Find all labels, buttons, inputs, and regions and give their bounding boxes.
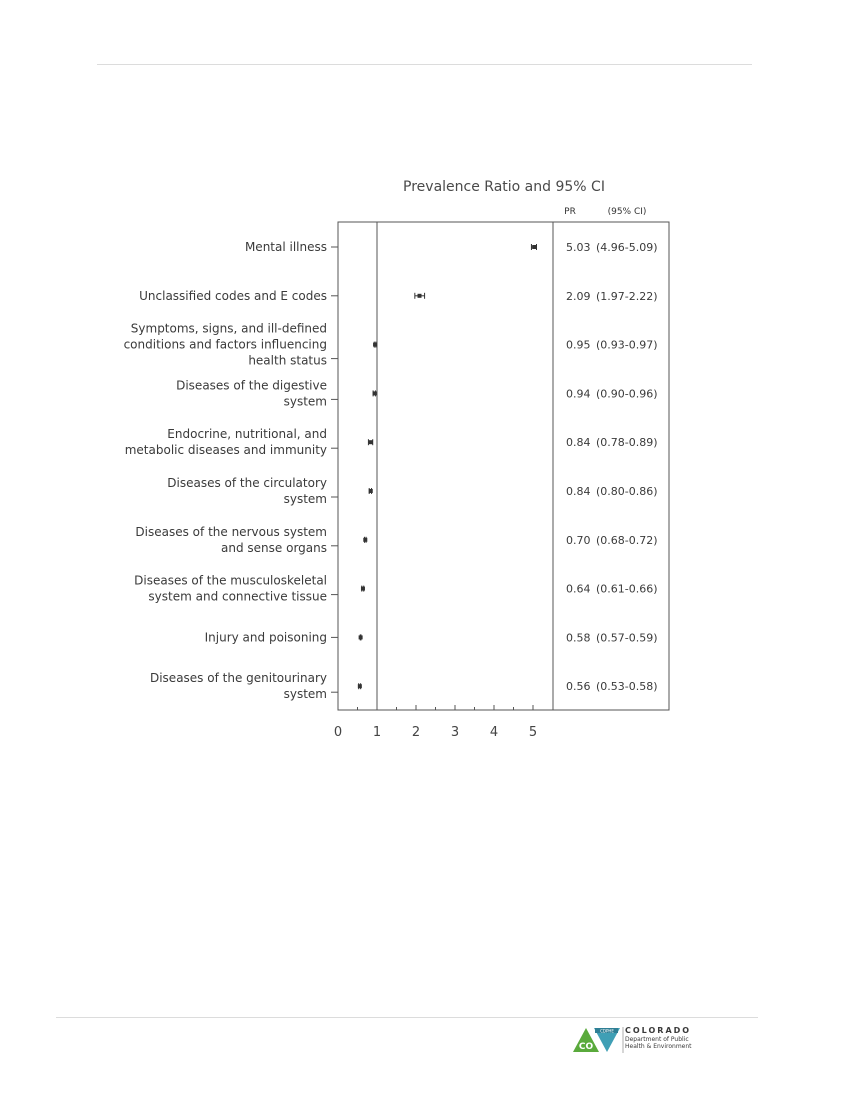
pr-point [369, 489, 373, 493]
ci-value: (0.53-0.58) [596, 680, 658, 694]
x-tick-label: 4 [489, 725, 499, 740]
ci-value: (0.93-0.97) [596, 338, 658, 352]
pr-value: 0.58 [566, 631, 591, 645]
category-label: Diseases of the nervous system and sense organs [135, 524, 327, 555]
category-label: Diseases of the digestive system [176, 378, 327, 409]
pr-value: 0.84 [566, 436, 591, 450]
category-label: Unclassified codes and E codes [139, 288, 327, 303]
ci-value: (0.90-0.96) [596, 387, 658, 401]
pr-value: 0.70 [566, 533, 591, 547]
ci-value: (0.61-0.66) [596, 582, 658, 596]
pr-point [358, 684, 362, 688]
logo-badge-text: CO [578, 1042, 594, 1052]
footer-divider [56, 1017, 758, 1018]
logo-tag-text: CDPHE [600, 1028, 614, 1034]
pr-value: 0.64 [566, 582, 591, 596]
x-tick-label: 0 [333, 725, 343, 740]
category-label: Endocrine, nutritional, and metabolic diseases and immunity [124, 427, 327, 458]
pr-value: 0.56 [566, 680, 591, 694]
logo-dept-line-2: Health & Environment [625, 1043, 692, 1050]
pr-point [532, 245, 536, 249]
category-label: Diseases of the circulatory system [167, 476, 327, 506]
ci-column-header: (95% CI) [607, 207, 647, 217]
logo-dept-line-1: Department of Public [625, 1036, 689, 1043]
pr-value: 0.95 [566, 338, 591, 352]
category-label: Injury and poisoning [204, 630, 327, 645]
category-label: Mental illness [244, 240, 327, 254]
pr-point [373, 343, 377, 347]
pr-value: 0.94 [566, 387, 591, 401]
ci-value: (0.80-0.86) [596, 485, 658, 498]
plot-layer [124, 222, 658, 740]
category-label: Symptoms, signs, and ill-defined conditions and factors influencing health status [123, 321, 327, 368]
pr-point [418, 294, 422, 298]
category-label: Diseases of the musculoskeletal system and connective tissue [134, 573, 327, 604]
logo-wordmark [625, 1026, 692, 1050]
x-tick-label: 1 [372, 725, 382, 740]
pr-point [359, 635, 363, 639]
pr-point [369, 440, 373, 444]
logo-state-name: COLORADO [625, 1026, 692, 1035]
pr-value: 5.03 [566, 241, 591, 254]
ci-value: (0.57-0.59) [596, 631, 658, 645]
x-tick-label: 3 [450, 725, 460, 740]
ci-value: (0.68-0.72) [596, 533, 658, 547]
pr-point [363, 538, 367, 542]
ci-value: (4.96-5.09) [596, 241, 658, 254]
x-tick-label: 5 [528, 725, 538, 740]
ci-value: (0.78-0.89) [596, 436, 658, 450]
category-label: Diseases of the genitourinary system [149, 671, 327, 702]
ci-value: (1.97-2.22) [596, 289, 658, 303]
pr-column-header: PR [564, 207, 576, 217]
chart-title: Prevalence Ratio and 95% CI [403, 179, 605, 195]
x-tick-label: 2 [411, 725, 421, 740]
pr-point [373, 391, 377, 395]
pr-point [361, 587, 365, 591]
pr-value: 2.09 [566, 289, 591, 303]
pr-value: 0.84 [566, 485, 591, 498]
